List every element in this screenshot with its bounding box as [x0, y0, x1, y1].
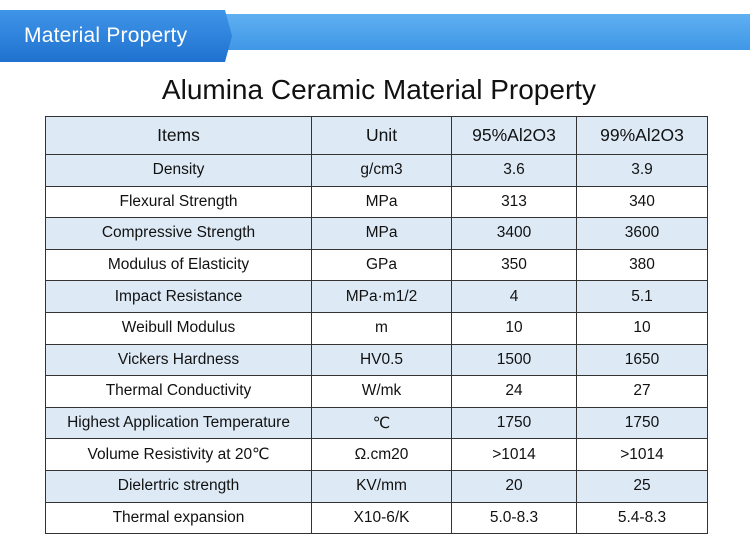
cell-95-alumina: 1750 [452, 407, 577, 439]
table-body [46, 155, 708, 534]
cell-unit: m [312, 312, 452, 344]
cell-95-alumina: 24 [452, 376, 577, 408]
cell-99-alumina: 1750 [577, 407, 708, 439]
cell-item: Thermal Conductivity [46, 376, 312, 408]
cell-99-alumina: 380 [577, 249, 708, 281]
table-row [46, 312, 708, 344]
material-property-table [45, 116, 708, 534]
table-row [46, 218, 708, 250]
cell-99-alumina: 5.1 [577, 281, 708, 313]
cell-item: Vickers Hardness [46, 344, 312, 376]
page-title: Alumina Ceramic Material Property [161, 74, 597, 105]
cell-95-alumina: 3400 [452, 218, 577, 250]
header-99-alumina: 99%Al2O3 [577, 117, 708, 155]
cell-99-alumina: 340 [577, 186, 708, 218]
cell-95-alumina: 350 [452, 249, 577, 281]
cell-unit: HV0.5 [312, 344, 452, 376]
cell-unit: MPa [312, 218, 452, 250]
cell-item: Flexural Strength [46, 186, 312, 218]
table-row [46, 155, 708, 187]
header-95-alumina: 95%Al2O3 [452, 117, 577, 155]
cell-item: Volume Resistivity at 20℃ [46, 439, 312, 471]
cell-item: Weibull Modulus [46, 312, 312, 344]
cell-95-alumina: 20 [452, 470, 577, 502]
table-row [46, 439, 708, 471]
cell-99-alumina: 27 [577, 376, 708, 408]
table-row [46, 344, 708, 376]
table-row [46, 470, 708, 502]
cell-95-alumina: 4 [452, 281, 577, 313]
cell-item: Density [46, 155, 312, 187]
table-row [46, 376, 708, 408]
cell-95-alumina: 10 [452, 312, 577, 344]
cell-unit: ℃ [312, 407, 452, 439]
table-row [46, 281, 708, 313]
table-row [46, 249, 708, 281]
cell-unit: GPa [312, 249, 452, 281]
table-row [46, 186, 708, 218]
cell-95-alumina: >1014 [452, 439, 577, 471]
cell-95-alumina: 1500 [452, 344, 577, 376]
cell-unit: Ω.cm20 [312, 439, 452, 471]
cell-unit: MPa [312, 186, 452, 218]
header-banner-bar [215, 14, 750, 50]
header-items: Items [46, 117, 312, 155]
cell-item: Dielertric strength [46, 470, 312, 502]
cell-unit: MPa·m1/2 [312, 281, 452, 313]
cell-95-alumina: 313 [452, 186, 577, 218]
cell-item: Impact Resistance [46, 281, 312, 313]
cell-item: Highest Application Temperature [46, 407, 312, 439]
table-row [46, 407, 708, 439]
cell-99-alumina: 3600 [577, 218, 708, 250]
cell-99-alumina: >1014 [577, 439, 708, 471]
table-row [46, 502, 708, 534]
cell-95-alumina: 3.6 [452, 155, 577, 187]
cell-unit: KV/mm [312, 470, 452, 502]
cell-item: Modulus of Elasticity [46, 249, 312, 281]
cell-item: Compressive Strength [46, 218, 312, 250]
cell-99-alumina: 10 [577, 312, 708, 344]
table-header-row [46, 117, 708, 155]
cell-99-alumina: 1650 [577, 344, 708, 376]
cell-99-alumina: 3.9 [577, 155, 708, 187]
cell-unit: W/mk [312, 376, 452, 408]
cell-95-alumina: 5.0-8.3 [452, 502, 577, 534]
header-unit: Unit [312, 117, 452, 155]
banner-title: Material Property [24, 24, 188, 47]
cell-99-alumina: 25 [577, 470, 708, 502]
cell-unit: X10-6/K [312, 502, 452, 534]
cell-99-alumina: 5.4-8.3 [577, 502, 708, 534]
cell-item: Thermal expansion [46, 502, 312, 534]
cell-unit: g/cm3 [312, 155, 452, 187]
